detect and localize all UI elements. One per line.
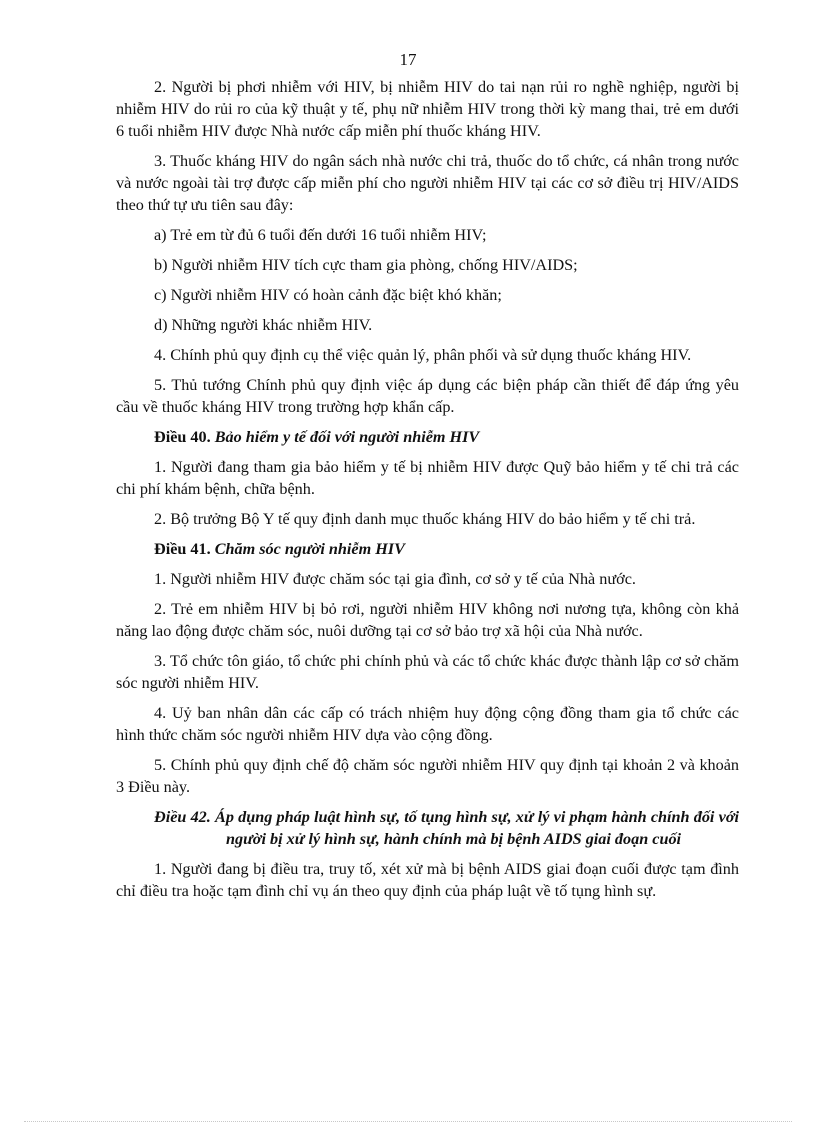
page-bottom-divider xyxy=(24,1121,792,1122)
list-item: a) Trẻ em từ đủ 6 tuổi đến dưới 16 tuổi nhiễm HIV; xyxy=(154,226,487,244)
article-number: Điều 40. xyxy=(154,428,211,446)
list-item: c) Người nhiễm HIV có hoàn cảnh đặc biệt khó khăn; xyxy=(154,286,502,304)
paragraph: 2. Bộ trưởng Bộ Y tế quy định danh mục thuốc kháng HIV do bảo hiểm y tế chi trả. xyxy=(154,510,696,528)
paragraph: 5. Thủ tướng Chính phủ quy định việc áp dụng các biện pháp cần thiết để đáp ứng yêu cầu về thuốc kháng HIV trong trường hợp khẩn cấp. xyxy=(116,376,739,416)
paragraph: 1. Người nhiễm HIV được chăm sóc tại gia đình, cơ sở y tế của Nhà nước. xyxy=(154,570,636,588)
article-42-heading: Điều 42. Áp dụng pháp luật hình sự, tố tụng hình sự, xử lý vi phạm hành chính đối với người bị xử lý hình sự, hành chính mà bị bệnh AIDS giai đoạn cuối xyxy=(154,808,739,848)
list-item: b) Người nhiễm HIV tích cực tham gia phòng, chống HIV/AIDS; xyxy=(154,256,578,274)
article-number: Điều 41. xyxy=(154,540,211,558)
paragraph: 3. Tổ chức tôn giáo, tổ chức phi chính phủ và các tổ chức khác được thành lập cơ sở chăm sóc người nhiễm HIV. xyxy=(116,652,739,692)
paragraph: 5. Chính phủ quy định chế độ chăm sóc người nhiễm HIV quy định tại khoản 2 và khoản 3 Điều này. xyxy=(116,756,739,796)
paragraph: 2. Trẻ em nhiễm HIV bị bỏ rơi, người nhiễm HIV không nơi nương tựa, không còn khả năng lao động được chăm sóc, nuôi dưỡng tại cơ sở bảo trợ xã hội của Nhà nước. xyxy=(116,600,739,640)
article-title: Chăm sóc người nhiễm HIV xyxy=(214,540,405,558)
list-item: d) Những người khác nhiễm HIV. xyxy=(154,316,373,334)
paragraph: 4. Chính phủ quy định cụ thể việc quản lý, phân phối và sử dụng thuốc kháng HIV. xyxy=(154,346,692,364)
paragraph: 1. Người đang bị điều tra, truy tố, xét xử mà bị bệnh AIDS giai đoạn cuối được tạm đình chỉ điều tra hoặc tạm đình chỉ vụ án theo quy định của pháp luật về tố tụng hình sự. xyxy=(116,860,739,900)
page-number: 17 xyxy=(399,50,417,69)
paragraph: 3. Thuốc kháng HIV do ngân sách nhà nước chi trả, thuốc do tổ chức, cá nhân trong nước và nước ngoài tài trợ được cấp miễn phí cho người nhiễm HIV tại các cơ sở điều trị HIV/AIDS theo thứ tự ưu tiên sau đây: xyxy=(116,152,739,214)
paragraph: 1. Người đang tham gia bảo hiểm y tế bị nhiễm HIV được Quỹ bảo hiểm y tế chi trả các chi phí khám bệnh, chữa bệnh. xyxy=(116,458,739,498)
article-41-heading xyxy=(116,538,739,560)
paragraph: 2. Người bị phơi nhiễm với HIV, bị nhiễm HIV do tai nạn rủi ro nghề nghiệp, người bị nhiễm HIV do rủi ro của kỹ thuật y tế, phụ nữ nhiễm HIV trong thời kỳ mang thai, trẻ em dưới 6 tuổi nhiễm HIV được Nhà nước cấp miễn phí thuốc kháng HIV. xyxy=(116,78,739,140)
article-title: Bảo hiểm y tế đối với người nhiễm HIV xyxy=(214,428,480,446)
paragraph: 4. Uỷ ban nhân dân các cấp có trách nhiệm huy động cộng đồng tham gia tổ chức các hình thức chăm sóc người nhiễm HIV dựa vào cộng đồng. xyxy=(116,704,739,744)
article-40-heading xyxy=(116,426,739,448)
page-content xyxy=(116,76,739,910)
